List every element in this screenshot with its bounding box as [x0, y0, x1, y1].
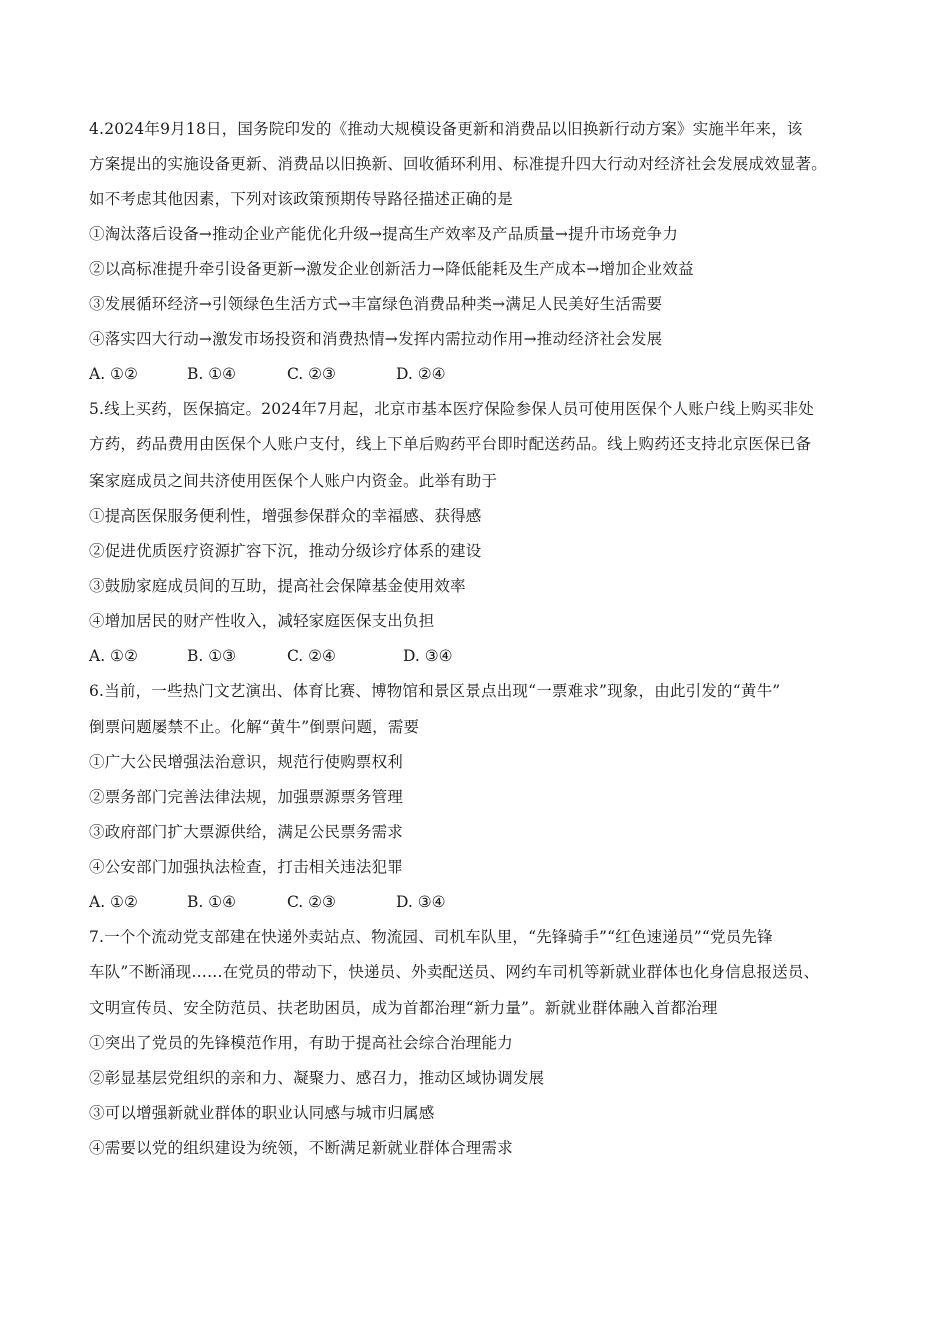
option-c: C. ②④ — [287, 647, 336, 665]
question-stem-line: 6.当前，一些热门文艺演出、体育比赛、博物馆和景区景点出现“一票难求”现象，由此引发的“黄牛” — [89, 682, 781, 700]
question-item: ②票务部门完善法律法规，加强票源票务管理 — [89, 788, 404, 806]
question-item: ①提高医保服务便利性，增强参保群众的幸福感、获得感 — [89, 507, 482, 525]
question-item: ③可以增强新就业群体的职业认同感与城市归属感 — [89, 1104, 435, 1122]
question-item: ①广大公民增强法治意识，规范行使购票权利 — [89, 753, 404, 771]
question-stem-line: 4.2024年9月18日，国务院印发的《推动大规模设备更新和消费品以旧换新行动方案》实施半年来，该 — [89, 120, 803, 138]
question-stem-line: 文明宣传员、安全防范员、扶老助困员，成为首都治理“新力量”。新就业群体融入首都治理 — [89, 999, 718, 1017]
option-b: B. ①③ — [187, 647, 237, 665]
question-item: ④需要以党的组织建设为统领，不断满足新就业群体合理需求 — [89, 1139, 513, 1157]
option-c: C. ②③ — [287, 893, 336, 911]
question-item: ①突出了党员的先锋模范作用，有助于提高社会综合治理能力 — [89, 1034, 513, 1052]
question-item: ②促进优质医疗资源扩容下沉，推动分级诊疗体系的建设 — [89, 542, 482, 560]
question-item: ④增加居民的财产性收入，减轻家庭医保支出负担 — [89, 612, 435, 630]
question-stem-line: 7.一个个流动党支部建在快递外卖站点、物流园、司机车队里，“先锋骑手”“红色速递员”“党员先锋 — [89, 928, 773, 946]
question-stem-line: 倒票问题屡禁不止。化解“黄牛”倒票问题，需要 — [89, 718, 420, 736]
question-item: ②彰显基层党组织的亲和力、凝聚力、感召力，推动区域协调发展 — [89, 1069, 545, 1087]
question-stem-line: 方案提出的实施设备更新、消费品以旧换新、回收循环利用、标准提升四大行动对经济社会发展成效显著。 — [89, 155, 827, 173]
question-item: ③鼓励家庭成员间的互助，提高社会保障基金使用效率 — [89, 577, 466, 595]
question-stem-line: 案家庭成员之间共济使用医保个人账户内资金。此举有助于 — [89, 472, 498, 490]
option-b: B. ①④ — [187, 365, 237, 383]
option-b: B. ①④ — [187, 893, 237, 911]
option-d: D. ③④ — [396, 893, 446, 911]
question-stem-line: 5.线上买药，医保搞定。2024年7月起，北京市基本医疗保险参保人员可使用医保个人账户线上购买非处 — [89, 400, 814, 418]
option-d: D. ③④ — [403, 647, 453, 665]
question-item: ③政府部门扩大票源供给，满足公民票务需求 — [89, 823, 404, 841]
question-stem-line: 车队”不断涌现……在党员的带动下，快递员、外卖配送员、网约车司机等新就业群体也化身信息报送员、 — [89, 963, 820, 981]
question-stem-line: 方药，药品费用由医保个人账户支付，线上下单后购药平台即时配送药品。线上购药还支持北京医保已备 — [89, 435, 812, 453]
question-stem-line: 如不考虑其他因素，下列对该政策预期传导路径描述正确的是 — [89, 190, 513, 208]
question-item: ③发展循环经济→引领绿色生活方式→丰富绿色消费品种类→满足人民美好生活需要 — [89, 295, 663, 313]
question-item: ④公安部门加强执法检查，打击相关违法犯罪 — [89, 858, 404, 876]
question-item: ④落实四大行动→激发市场投资和消费热情→发挥内需拉动作用→推动经济社会发展 — [89, 330, 663, 348]
option-a: A. ①② — [89, 893, 138, 911]
question-item: ②以高标准提升牵引设备更新→激发企业创新活力→降低能耗及生产成本→增加企业效益 — [89, 260, 694, 278]
question-item: ①淘汰落后设备→推动企业产能优化升级→提高生产效率及产品质量→提升市场竞争力 — [89, 225, 679, 243]
option-d: D. ②④ — [396, 365, 446, 383]
option-c: C. ②③ — [287, 365, 336, 383]
option-a: A. ①② — [89, 647, 138, 665]
option-a: A. ①② — [89, 365, 138, 383]
